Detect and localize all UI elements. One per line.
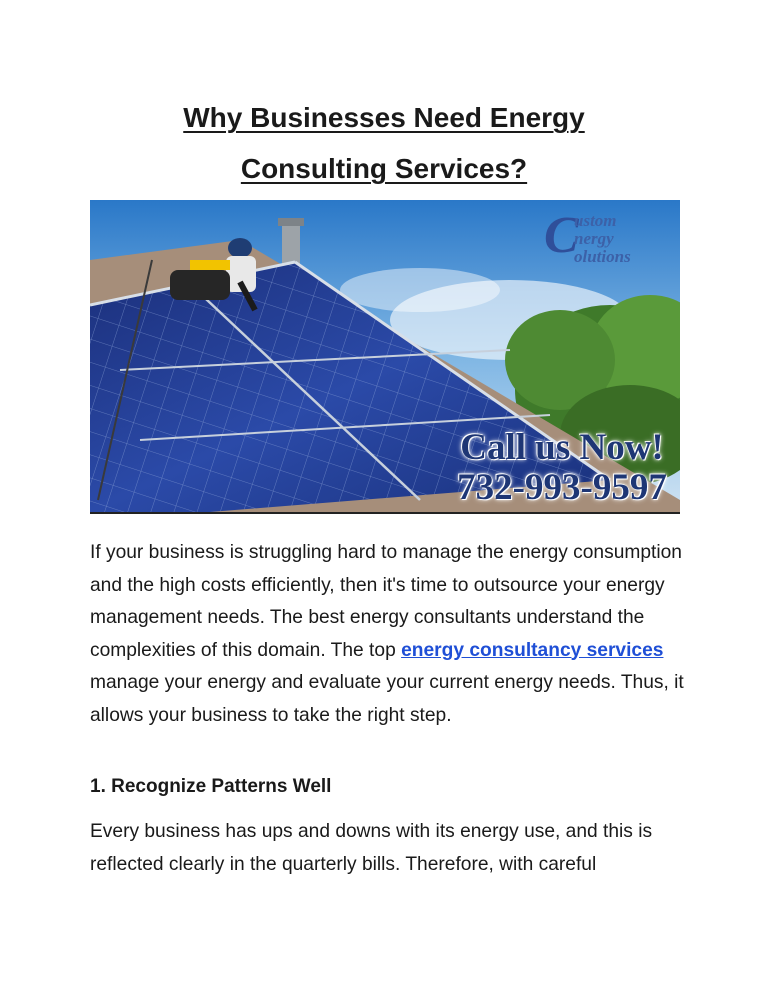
section-paragraph: Every business has ups and downs with its energy use, and this is reflected clearly in the quarterly bills. Therefore, with careful [90,821,653,875]
intro-text-before-link: If your business is struggling hard to manage the energy consumption and the high costs efficiently, then it's time to outsource your energy management needs. The best energy consultants understand the complexities of this domain. The top [90,542,682,661]
call-to-action [446,428,678,508]
section-heading: 1. Recognize Patterns Well [90,776,332,797]
logo-word-2: nergy [574,229,614,248]
cta-phone-number: 732-993-9597 [457,467,667,508]
title-line-2: Consulting Services? [240,153,528,184]
logo-word-1: ustom [574,211,617,230]
logo-word-3: olutions [574,247,631,266]
intro-text-after-link: manage your energy and evaluate your current energy needs. Thus, it allows your business to take the right step. [90,672,684,726]
cta-call-text: Call us Now! [460,427,664,468]
custom-energy-solutions-logo [544,207,672,266]
solar-panel-advert-image [90,200,680,514]
logo-monogram: C [544,207,579,264]
title-line-1: Why Businesses Need Energy [183,102,585,133]
page-title [90,92,678,194]
intro-paragraph [90,537,690,732]
energy-consultancy-services-link[interactable]: energy consultancy services [401,639,664,661]
